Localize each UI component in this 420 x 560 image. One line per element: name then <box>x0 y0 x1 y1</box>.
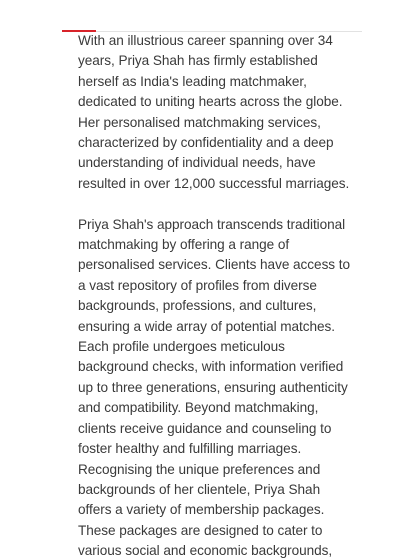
paragraph-intro: With an illustrious career spanning over 34 years, Priya Shah has firmly established herself as India's leading matchmaker, dedicated to uniting hearts across the globe. Her personalised matchmaking services, characterized by confidentiality and a deep understanding of individual needs, have resulted in over 12,000 successful marriages. <box>78 33 350 191</box>
article-body <box>78 31 352 560</box>
paragraph-approach: Priya Shah's approach transcends traditional matchmaking by offering a range of personalised services. Clients have access to a vast repository of profiles from diverse backgrounds, professions, and cultures, ensuring a wide array of potential matches. Each profile undergoes meticulous background checks, with information verified up to three generations, ensuring authenticity and compatibility. Beyond matchmaking, clients receive guidance and counseling to foster healthy and fulfilling marriages. Recognising the unique preferences and backgrounds of her clientele, Priya Shah offers a variety of membership packages. These packages are designed to cater to various social and economic backgrounds, <box>78 216 351 559</box>
